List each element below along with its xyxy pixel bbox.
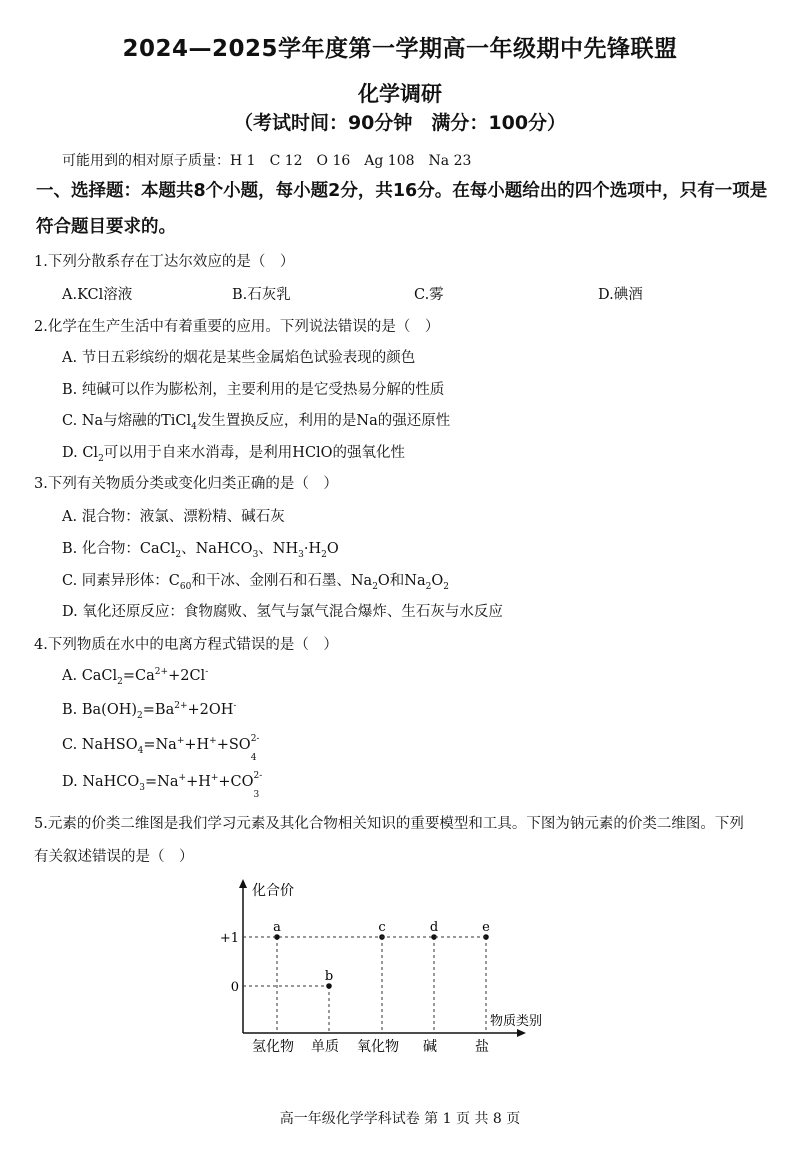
q4-option-a: A. $CaCl_2=Ca^{2+}+2Cl^-$ (62, 667, 209, 687)
q1-stem: 1.下列分散系存在丁达尔效应的是（ ） (34, 254, 295, 270)
atomic-masses: 可能用到的相对原子质量：H 1 C 12 O 16 Ag 108 Na 23 (62, 153, 472, 169)
page-footer: 高一年级化学学科试卷 第 1 页 共 8 页 (279, 1111, 521, 1127)
y-axis-arrow (239, 879, 247, 888)
q2-option-a: A. 节日五彩缤纷的烟花是某些金属焰色试验表现的颜色 (62, 350, 416, 366)
point-b (326, 983, 332, 989)
q3-option-b: B. 化合物：CaCl$_2$、NaHCO$_3$、$NH_3\cdot H_2O$ (62, 541, 339, 560)
point-label-c: c (378, 920, 386, 935)
sodium-valence-chart (220, 875, 580, 1065)
q1-option-c: C.雾 (414, 287, 444, 303)
q4-option-b: B. $Ba(OH)_2=Ba^{2+}+2OH^-$ (62, 701, 237, 721)
y-tick-label-1: 0 (230, 980, 239, 995)
x-tick-label-1: 单质 (311, 1039, 339, 1055)
section-heading-line2: 符合题目要求的。 (36, 217, 176, 237)
q2-stem: 2.化学在生产生活中有着重要的应用。下列说法错误的是（ ） (34, 319, 440, 335)
q5-stem-line2: 有关叙述错误的是（ ） (34, 849, 194, 865)
x-tick-label-0: 氢化物 (252, 1039, 294, 1055)
q3-stem: 3.下列有关物质分类或变化归类正确的是（ ） (34, 476, 338, 492)
q3-option-d: D. 氧化还原反应：食物腐败、氢气与氯气混合爆炸、生石灰与水反应 (62, 604, 503, 620)
q3-option-a: A. 混合物：液氯、漂粉精、碱石灰 (62, 509, 285, 525)
x-axis-arrow (517, 1029, 526, 1037)
y-tick-label-0: +1 (220, 931, 239, 946)
x-tick-label-4: 盐 (475, 1039, 489, 1055)
point-label-b: b (324, 969, 334, 984)
point-label-d: d (429, 920, 439, 935)
y-axis-label: 化合价 (252, 883, 294, 899)
x-axis-label: 物质类别 (490, 1014, 543, 1029)
q4-option-c: C. NaHSO$_4$=Na++H++SO 2- 4 (62, 733, 260, 763)
exam-info: （考试时间：90分钟 满分：100分） (233, 112, 567, 134)
section-heading-line1: 一、选择题：本题共8个小题，每小题2分，共16分。在每小题给出的四个选项中，只有一项是 (36, 181, 768, 201)
point-label-e: e (482, 920, 490, 935)
q1-option-d: D.碘酒 (598, 287, 643, 303)
q2-option-d: D. $Cl_2$可以用于自来水消毒，是利用HClO的强氧化性 (62, 445, 406, 464)
x-tick-label-2: 氧化物 (357, 1039, 399, 1055)
q2-option-c: C. Na与熔融的TiCl$_4$发生置换反应，利用的是Na的强还原性 (62, 413, 451, 432)
exam-subtitle: 化学调研 (358, 82, 442, 106)
q2-option-b: B. 纯碱可以作为膨松剂，主要利用的是它受热易分解的性质 (62, 382, 445, 398)
point-label-a: a (273, 920, 281, 935)
exam-title: 2024—2025学年度第一学期高一年级期中先锋联盟 (122, 36, 678, 62)
x-tick-label-3: 碱 (423, 1039, 437, 1055)
q4-stem: 4.下列物质在水中的电离方程式错误的是（ ） (34, 637, 338, 653)
q1-option-b: B.石灰乳 (232, 287, 291, 303)
q5-stem-line1: 5.元素的价类二维图是我们学习元素及其化合物相关知识的重要模型和工具。下图为钠元素的价类二维图。下列 (34, 816, 744, 832)
q3-option-c: C. 同素异形体：$C_{60}$和干冰、金刚石和石墨、$Na_2O$和$Na_2O_2$ (62, 573, 450, 592)
q1-option-a: A.KCl溶液 (62, 287, 133, 303)
q4-option-d: D. NaHCO$_3$=Na++H++CO 2- 3 (62, 770, 263, 800)
